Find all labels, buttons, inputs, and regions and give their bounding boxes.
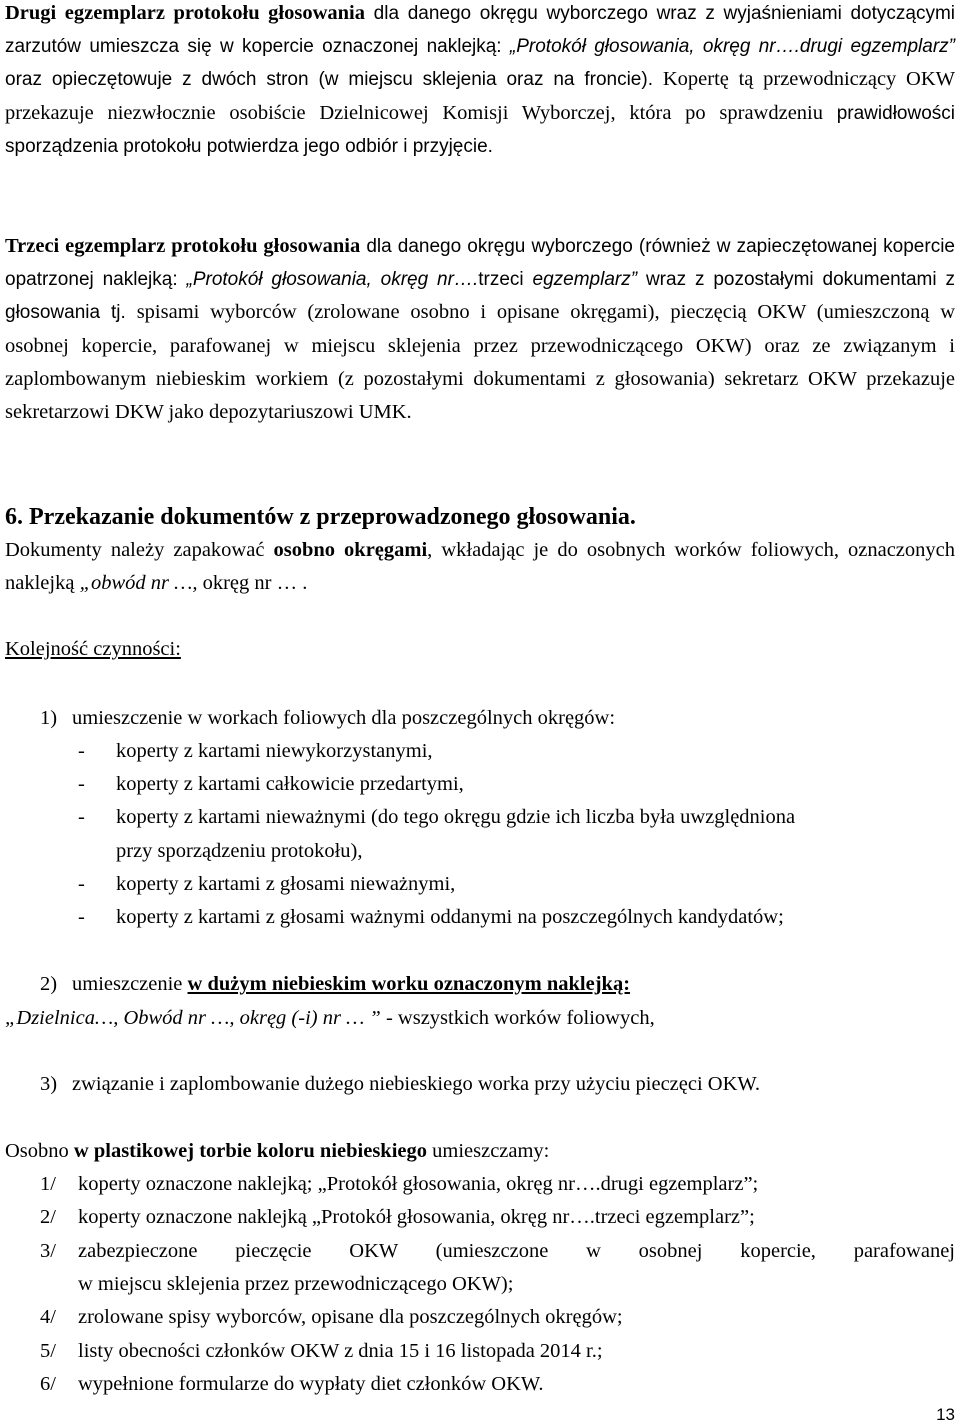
italic-text: „Protokół głosowania, okręg nr…. xyxy=(186,269,479,291)
list-item-continuation: w miejscu sklejenia przez przewodniczącego OKW); xyxy=(78,1273,514,1295)
list-item: koperty oznaczone naklejką „Protokół głosowania, okręg nr….trzeci egzemplarz”; xyxy=(78,1206,755,1228)
text: oraz opieczętowuje z dwóch stron (w miejscu sklejenia oraz na froncie). xyxy=(5,69,663,91)
step-text: związanie i zaplombowanie dużego niebieskiego worka przy użyciu pieczęci OKW. xyxy=(72,1073,760,1095)
step-text: umieszczenie w workach foliowych dla poszczególnych okręgów: xyxy=(72,707,616,729)
kolejnosc-title: Kolejność czynności: xyxy=(5,638,181,660)
list-item: koperty oznaczone naklejką; „Protokół głosowania, okręg nr….drugi egzemplarz”; xyxy=(78,1173,759,1195)
page-number: 13 xyxy=(936,1405,955,1424)
list-item: koperty z kartami z głosami ważnymi oddanymi na poszczególnych kandydatów; xyxy=(116,906,784,928)
list-item-continuation: przy sporządzeniu protokołu), xyxy=(116,840,363,862)
list-item: zabezpieczone pieczęcie OKW (umieszczone w osobnej kopercie, parafowanej xyxy=(78,1240,955,1262)
list-item: koperty z kartami nieważnymi (do tego okręgu gdzie ich liczba była uwzględniona xyxy=(116,806,796,828)
text: okręg nr … . xyxy=(197,572,308,595)
paragraph-trzeci-egzemplarz xyxy=(5,230,955,429)
list-dash: - xyxy=(78,806,85,828)
step-number: 2) xyxy=(40,973,58,995)
paragraph-drugi-egzemplarz xyxy=(5,0,955,163)
text: prawidłowości sporządzenia protokołu potwierdza jego odbiór i przyjęcie. xyxy=(5,102,955,157)
text: dla danego okręgu wyborczego (również w zapieczętowanej kopercie opatrzonej naklejką: xyxy=(5,236,955,291)
list-item: koperty z kartami z głosami nieważnymi, xyxy=(116,873,456,895)
paragraph-dokumenty xyxy=(5,534,955,600)
list-item: koperty z kartami niewykorzystanymi, xyxy=(116,740,433,762)
list-number: 6/ xyxy=(40,1373,56,1395)
list-item: zrolowane spisy wyborców, opisane dla poszczególnych okręgów; xyxy=(78,1306,623,1328)
section-heading: 6. Przekazanie dokumentów z przeprowadzonego głosowania. xyxy=(5,504,636,530)
step-number: 1) xyxy=(40,707,58,729)
list-number: 1/ xyxy=(40,1173,56,1195)
text: , wkładając je do osobnych worków foliowych, oznaczonych naklejką xyxy=(5,539,955,595)
text: Osobno xyxy=(5,1140,74,1162)
list-item: listy obecności członków OKW z dnia 15 i 16 listopada 2014 r.; xyxy=(78,1340,603,1362)
text: dla danego okręgu wyborczego wraz z wyjaśnieniami dotyczącymi zarzutów umieszcza się w kopercie oznaczonej naklejką: xyxy=(5,3,955,58)
step-number: 3) xyxy=(40,1073,58,1095)
bold-text: osobno okręgami xyxy=(273,539,428,561)
bold-text: Trzeci egzemplarz protokołu głosowania xyxy=(5,235,361,257)
text: Kopertę tą przewodniczący OKW przekazuje niezwłocznie osobiście Dzielnicowej Komisji Wyborczej, która po sprawdzeniu xyxy=(5,68,955,124)
list-number: 5/ xyxy=(40,1340,56,1362)
step-text-continuation xyxy=(5,1003,655,1033)
list-dash: - xyxy=(78,873,85,895)
bold-underlined-text: w dużym niebieskim worku oznaczonym naklejką: xyxy=(187,973,631,995)
text: - wszystkich worków foliowych, xyxy=(380,1007,655,1029)
text: Dokumenty należy zapakować xyxy=(5,539,274,561)
list-item: wypełnione formularze do wypłaty diet członków OKW. xyxy=(78,1373,544,1395)
list-number: 4/ xyxy=(40,1306,56,1328)
list-dash: - xyxy=(78,740,85,762)
italic-text: „Dzielnica…, Obwód nr …, okręg (-i) nr … ” xyxy=(5,1007,381,1029)
step-text xyxy=(72,969,630,999)
list-item: koperty z kartami całkowicie przedartymi, xyxy=(116,773,464,795)
text: umieszczenie xyxy=(72,973,188,995)
italic-text: „obwód nr …, xyxy=(79,572,198,595)
text: trzeci xyxy=(478,269,533,291)
text: spisami wyborców (zrolowane osobno i opisane okręgami), pieczęcią OKW (umieszczoną w osobnej kopercie, parafowanej w miejscu sklejenia przez przewodniczącego OKW) oraz ze związanym i zaplombowanym niebieskim workiem (z pozostałymi dokumentami z głosowania) sekretarz OKW przekazuje sekretarzowi DKW jako depozytariuszowi UMK. xyxy=(5,301,956,424)
osobno-intro xyxy=(5,1136,549,1166)
list-dash: - xyxy=(78,906,85,928)
text: umieszczamy: xyxy=(427,1140,550,1162)
list-dash: - xyxy=(78,773,85,795)
bold-text: w plastikowej torbie koloru niebieskiego xyxy=(73,1140,427,1162)
list-number: 3/ xyxy=(40,1240,56,1262)
text: wraz z pozostałymi dokumentami z głosowania tj. xyxy=(5,269,955,324)
list-number: 2/ xyxy=(40,1206,56,1228)
italic-text: „Protokół głosowania, okręg nr….drugi egzemplarz” xyxy=(509,36,955,58)
bold-text: Drugi egzemplarz protokołu głosowania xyxy=(5,2,365,24)
italic-text: egzemplarz” xyxy=(532,269,638,291)
